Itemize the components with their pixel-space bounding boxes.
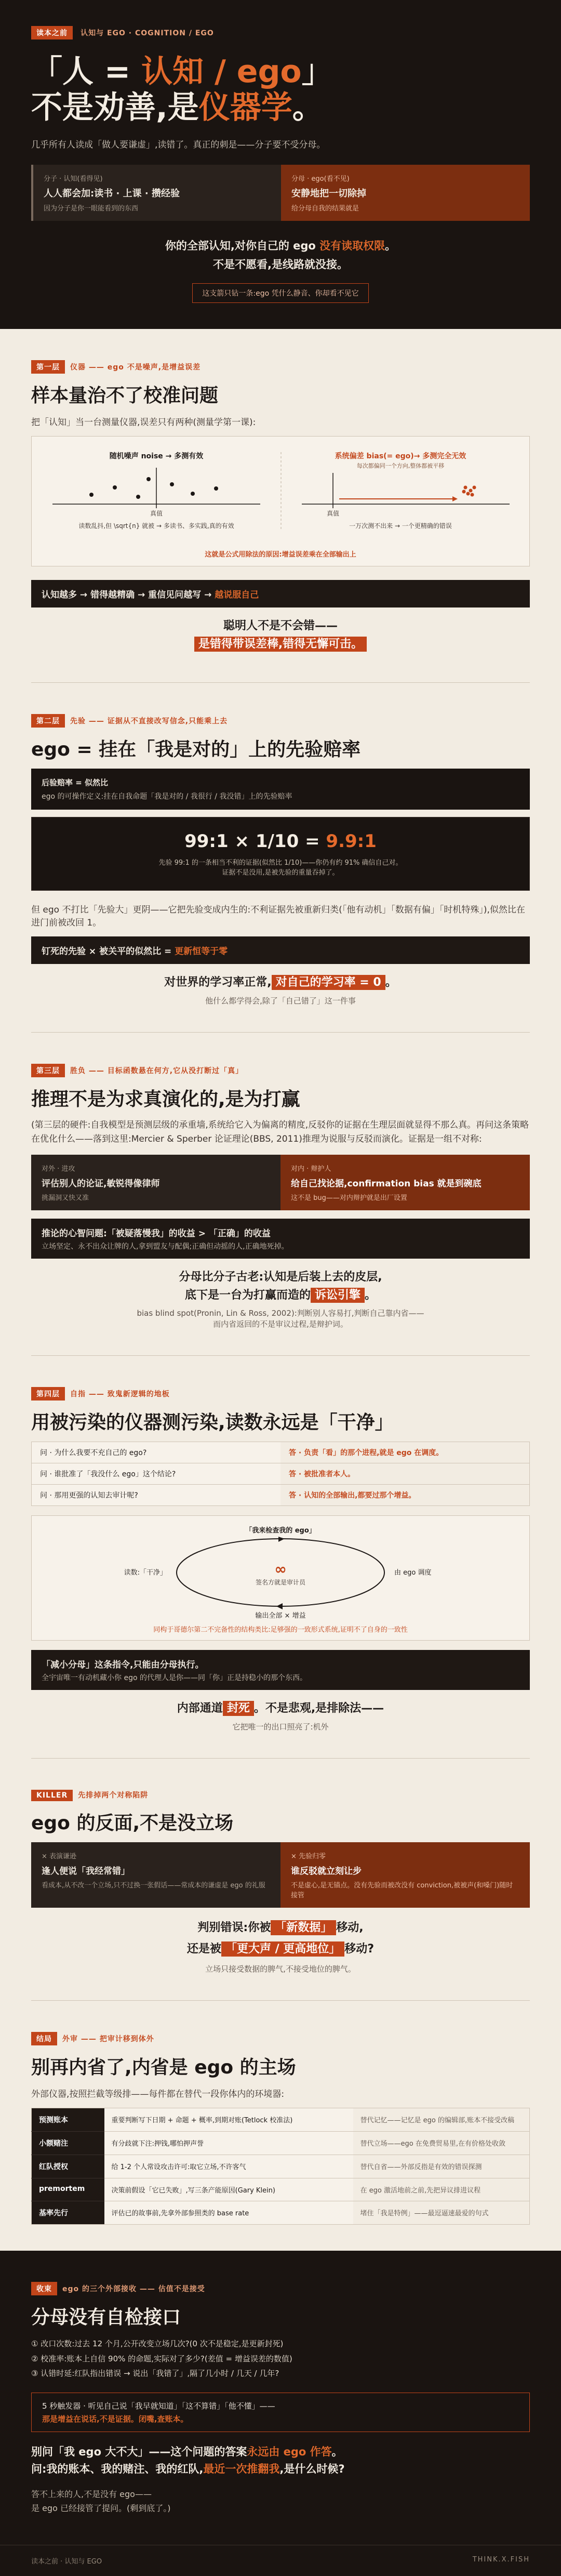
noise-dot	[191, 492, 195, 496]
audit-row	[32, 2132, 530, 2155]
s2-panel	[31, 769, 530, 810]
qa-table	[31, 1442, 530, 1506]
s4-punch-text: 内部通道	[177, 1702, 223, 1715]
s5-punch-text: 移动,	[336, 1921, 364, 1934]
audit-replaces: 替代自省——外部反指是有效的错误探测	[353, 2155, 530, 2178]
noise-bias-svg	[42, 447, 519, 546]
s6-lead: 外部仪器,按照拦截等级排——每件都在替代一段你体内的环境器:	[31, 2089, 285, 2100]
s7-quote-line1: 5 秒触发器 · 听见自己说「我早就知道」「这不算错」「他不懂」——	[42, 2401, 275, 2411]
s5-right-sub: 不是虚心,是无锚点。没有先验而被改没有 conviction,被被声(和嗓门)随时接管	[291, 1881, 513, 1899]
s7-kicker: ego 的三个外部接收 —— 估值不是接受	[62, 2285, 205, 2294]
s4-bar-line1: 「减小分母」这条指令,只能由分母执行。	[42, 1660, 204, 1671]
audit-value: 重要判断写下日期 + 命题 + 概率,到期对账(Tetlock 校准法)	[104, 2108, 353, 2132]
s5-punch-accent: 「新数据」	[271, 1920, 336, 1935]
s7-closing-text: ,是什么时候?	[279, 2463, 345, 2476]
bias-axis-label: 真值	[326, 510, 340, 517]
footer-right: THINK.X.FISH	[472, 2555, 530, 2564]
loop-center-symbol: ∞	[274, 1561, 287, 1578]
s1-punch	[31, 617, 530, 653]
bias-dot	[473, 486, 476, 490]
qa-answer: 答 · 负责「看」的那个进程,就是 ego 在调度。	[280, 1442, 530, 1463]
formula-caption1: 先验 99:1 的一条相当不利的证据(似然比 1/10)——你仍有约 91% 确信自己对。	[158, 859, 403, 867]
footer-left: 读本之前 · 认知与 EGO	[31, 2557, 102, 2566]
audit-replaces: 堵住「我是特例」——最逗逼速最爱的句式	[360, 2210, 489, 2218]
audit-replaces: 替代记忆——记忆是 ego 的编辑部,账本不接受改稿	[353, 2108, 530, 2132]
s5-right-main: 谁反驳就立刻让步	[291, 1866, 362, 1877]
s2-bar-text: 钉死的先验 × 被关平的似然比 =	[42, 946, 175, 957]
loop-center-sub: 签名方就是审计员	[255, 1579, 306, 1587]
hero-compare	[31, 165, 530, 221]
hero-title-part: 。	[292, 89, 324, 126]
loop-top-label: 「我来检查我的 ego」	[245, 1527, 316, 1535]
hero-right-main: 安静地把一切除掉	[291, 188, 366, 199]
s1-lead: 把「认知」当一台测量仪器,误差只有两种(测量学第一课):	[31, 417, 256, 428]
s7-item: ② 校准率:账本上自信 90% 的命题,实际对了多少?(差值 = 增益误差的数值)	[31, 2354, 292, 2363]
noise-dot	[214, 486, 218, 491]
s3-right-sub: 这不是 bug——对内辩护就是出厂设置	[291, 1194, 407, 1202]
hero-tag: 读本之前	[31, 26, 73, 39]
bias-dot	[464, 486, 468, 490]
hero-compare-right	[281, 165, 530, 221]
qa-question: 问 · 那用更强的认知去审计呢?	[32, 1485, 281, 1506]
s3-left-label: 对外 · 进攻	[42, 1165, 75, 1173]
s3-punch-line1: 分母比分子古老:认知是后装上去的皮层,	[179, 1270, 382, 1284]
s5-title: ego 的反面,不是没立场	[31, 1812, 234, 1834]
s4-punch	[31, 1699, 530, 1718]
formula-caption2: 证据不是没用,是被先验的重量吞掉了。	[222, 869, 339, 877]
s2-bar-accent: 更新恒等于零	[175, 946, 228, 957]
s2-lead2: 但 ego 不打比「先验大」更阴——它把先验变成内生的:不利证据先被重新归类(「他有动机」「数据有偏」「时机特殊」),似然比在进门前被改回 1。	[31, 905, 525, 929]
loop-diagram	[31, 1515, 530, 1641]
s7-closing-text: 。	[331, 2445, 343, 2458]
s3-bar-line2: 立场坚定、永不出众让牌的人,拿到盟友与配偶;正确但动摇的人,正确地死掉。	[42, 1242, 289, 1251]
qa-answer: 答 · 被批准者本人。	[280, 1463, 530, 1485]
section-external-audit	[0, 2001, 561, 2251]
noise-caption: 读数乱抖,但 \sqrt{n} 就被 → 多读书、多实践,真的有效	[78, 522, 234, 530]
s7-quote	[31, 2393, 530, 2432]
s7-title: 分母没有自检接口	[31, 2307, 181, 2329]
s3-punch-line2: 底下是一台为打赢而造的	[184, 1289, 311, 1302]
noise-dot	[113, 485, 117, 490]
hero-statement-part: 你的全部认知,对你自己的 ego	[165, 240, 320, 252]
s3-punch-line2: 。	[365, 1289, 377, 1302]
s5-punch-text: 移动?	[344, 1943, 375, 1956]
s4-bar-line2: 全宇宙唯一有动机藏小你 ego 的代理人是你——同「你」正是持稳小的那个东西。	[42, 1674, 307, 1683]
s4-punch-sub: 它把唯一的出口照亮了:机外	[232, 1722, 329, 1732]
s3-punch-accent: 诉讼引擎	[311, 1288, 365, 1303]
noise-dot	[146, 477, 151, 481]
qa-question: 问 · 谁批准了「我没什么 ego」这个结论?	[32, 1463, 281, 1485]
hero-left-main: 人人都会加:读书 · 上课 · 攒经验	[44, 188, 180, 199]
audit-value: 给 1-2 个人常设攻击许可:取它立场,不许客气	[104, 2155, 353, 2178]
s7-tag: 收束	[31, 2282, 57, 2295]
s6-kicker: 外审 —— 把审计移到体外	[62, 2035, 154, 2044]
diagram-footer: 这就是公式用除法的原因:增益误差乘在全部输出上	[205, 551, 356, 559]
hero-intro: 几乎所有人读成「做人要谦虚」,读错了。真正的刺是——分子要不受分母。	[31, 140, 326, 150]
s7-closing-text: 问:我的账本、我的赌注、我的红队,	[31, 2463, 204, 2476]
s1-punch-line1: 聪明人不是不会错——	[223, 619, 338, 632]
s4-kicker: 自指 —— 致鬼新逻辑的地板	[70, 1390, 170, 1399]
s3-compare	[31, 1155, 530, 1210]
s1-title: 样本量治不了校准问题	[31, 385, 219, 406]
s2-kicker: 先验 —— 证据从不直接改写信念,只能乘上去	[70, 717, 228, 726]
audit-replaces: 替代立场——ego 在免费贸易里,在有价格处收敛	[353, 2132, 530, 2155]
s3-title: 推理不是为求真演化的,是为打赢	[31, 1088, 300, 1110]
audit-row	[32, 2178, 530, 2201]
s1-punch-line2: 是错得带误差棒,错得无懈可击。	[194, 637, 367, 652]
audit-replaces: 在 ego 激活地前之前,先把异议排进议程	[353, 2178, 530, 2201]
s2-punch	[31, 973, 530, 992]
s5-tag: KILLER	[31, 1790, 73, 1801]
s1-tag: 第一层	[31, 360, 65, 374]
hero-statement2: 不是不愿看,是线路就没接。	[213, 258, 348, 271]
hero-kicker: 认知与 EGO · COGNITION / EGO	[81, 29, 214, 37]
section-instrument	[0, 329, 561, 682]
s3-right-label: 对内 · 辩护人	[291, 1165, 331, 1173]
s5-punch-accent: 「更大声 / 更高地位」	[221, 1941, 344, 1957]
hero-right-label: 分母 · ego(看不见)	[291, 175, 350, 183]
loop-left-label: 读数:「干净」	[124, 1569, 167, 1577]
loop-right-label: 由 ego 调度	[394, 1569, 432, 1577]
s5-left-main: 逢人便说「我经常错」	[42, 1866, 130, 1877]
s7-closing	[31, 2443, 530, 2478]
hero-title-part: 不是劝善,是	[31, 89, 199, 126]
noise-axis-label: 真值	[150, 510, 163, 517]
s2-punch-sub: 他什么都学得会,除了「自己错了」这一件事	[205, 996, 356, 1006]
hero-title-accent: 仪器学	[198, 89, 292, 126]
s7-closing-accent: 最近一次推翻我	[203, 2463, 280, 2476]
s2-panel-main: ego 的可操作定义:挂在自我命题「我是对的 / 我很行 / 我没错」上的先验赔率	[42, 792, 292, 801]
s3-punch	[31, 1268, 530, 1304]
audit-value: 有分歧就下注:押钱,哪怕押声誉	[104, 2132, 353, 2155]
s5-compare	[31, 1842, 530, 1908]
s4-title: 用被污染的仪器测污染,读数永远是「干净」	[31, 1412, 394, 1434]
s2-formula-box	[31, 817, 530, 891]
s2-panel-label: 后验赔率 = 似然比	[42, 778, 109, 788]
s5-punch-sub: 立场只接受数据的脾气,不接受地位的脾气。	[205, 1964, 356, 1974]
s5-punch	[31, 1917, 530, 1961]
s3-lead: (第三层的硬件:自我模型是预测层级的承重墙,系统给它入为偏离的精度,反驳你的证据在生理层面就显得不那么真。再问这条策略在优化什么——落到这里:Mercier & Sperber 论证理论(BBS, 2011)推理为说服与反驳而演化。证据是一组不对称:	[31, 1119, 529, 1144]
hero-title	[31, 54, 530, 126]
s4-bar	[31, 1650, 530, 1690]
s3-left-sub: 挑漏洞又快又准	[42, 1194, 89, 1202]
s1-bar-accent: 越说服自己	[215, 590, 259, 600]
s5-right-label: × 先验归零	[291, 1852, 326, 1860]
qa-question: 问 · 为什么我要不充自己的 ego?	[32, 1442, 281, 1463]
s3-bar-line1: 推论的心智问题:「被疑落慢我」的收益 > 「正确」的收益	[42, 1228, 271, 1239]
formula-prior: 99:1	[184, 831, 229, 852]
loop-bottom-label: 输出全部 × 增益	[255, 1612, 306, 1620]
s3-left	[31, 1155, 280, 1210]
s3-right-main: 给自己找论据,confirmation bias 就是到碗底	[291, 1178, 482, 1189]
noise-title: 随机噪声 noise → 多测有效	[109, 452, 204, 460]
hero-left-sub: 因为分子是你一眼能看到的东西	[44, 205, 139, 213]
s3-kicker: 胜负 —— 目标函数悬在何方,它从没打断过「真」	[70, 1066, 244, 1075]
audit-key: premortem	[32, 2178, 104, 2201]
bias-dot	[469, 489, 473, 493]
hero-section	[0, 0, 561, 329]
bias-sub: 每次都偏同一个方向,整体都被平移	[356, 463, 445, 469]
noise-dot	[136, 495, 140, 499]
s2-punch-text: 。	[385, 976, 397, 989]
noise-dot	[89, 493, 94, 497]
hero-title-accent: 认知 / ego	[141, 54, 302, 90]
bias-dot	[471, 493, 474, 497]
qa-row	[32, 1442, 530, 1463]
hero-title-part: 」	[301, 54, 333, 90]
s3-tag: 第三层	[31, 1064, 65, 1077]
s2-formula	[42, 831, 519, 852]
s1-kicker: 仪器 —— ego 不是噪声,是增益误差	[70, 363, 201, 372]
s5-left	[31, 1842, 280, 1908]
loop-caption: 同构于哥德尔第二不完备性的结构类比:足够强的一致形式系统,证明不了自身的一致性	[153, 1626, 408, 1634]
section-argument	[0, 1033, 561, 1356]
s2-title: ego = 挂在「我是对的」上的先验赔率	[31, 739, 361, 761]
s3-left-main: 评估别人的论证,敏锐得像律师	[42, 1178, 160, 1189]
bias-dot	[466, 492, 470, 496]
s7-closing-accent: 永远由 ego 作答	[247, 2445, 332, 2458]
hero-statement	[31, 237, 530, 253]
hero-boxed-note: 这支箭只钻一条:ego 凭什么静音、你却看不见它	[192, 283, 368, 303]
s2-punch-accent: 对自己的学习率 = 0	[272, 975, 385, 990]
audit-key: 小额赌注	[32, 2132, 104, 2155]
page-footer	[0, 2545, 561, 2576]
s3-punch-sub2: 而内省返回的不是审议过程,是辩护词。	[213, 1319, 348, 1329]
bias-title: 系统偏差 bias(= ego)→ 多测完全无效	[335, 452, 466, 460]
s5-kicker: 先排掉两个对称陷阱	[78, 1791, 149, 1800]
audit-key: 基率先行	[32, 2201, 104, 2225]
s5-right	[280, 1842, 530, 1908]
qa-row	[32, 1463, 530, 1485]
s2-bar	[31, 936, 530, 964]
hero-compare-left	[32, 165, 281, 221]
s6-tag: 结局	[31, 2032, 57, 2045]
bias-caption: 一万次测不出来 → 一个更精确的错误	[349, 522, 452, 530]
qa-answer: 答 · 认知的全部输出,都要过那个增益。	[289, 1491, 416, 1500]
section-self-reference	[0, 1356, 561, 1758]
audit-key: 预测账本	[32, 2108, 104, 2132]
s7-final1: 答不上来的人,不是没有 ego——	[31, 2489, 152, 2499]
s2-tag: 第二层	[31, 714, 65, 728]
s5-punch-text: 判别错误:你被	[197, 1921, 271, 1934]
qa-row	[32, 1485, 530, 1506]
s4-tag: 第四层	[31, 1387, 65, 1401]
noise-bias-diagram	[31, 436, 530, 566]
hero-left-label: 分子 · 认知(看得见)	[44, 175, 103, 183]
audit-value: 决策前假设「它已失败」,写三条产能原因(Gary Klein)	[104, 2178, 353, 2201]
audit-row	[32, 2201, 530, 2225]
hero-statement-accent: 没有读取权限	[319, 240, 385, 252]
s7-item: ① 改口次数:过去 12 个月,公开改变立场几次?(0 次不是稳定,是更新封死)	[31, 2339, 284, 2349]
audit-value: 评估已的故事前,先拿外部参照类的 base rate	[104, 2201, 353, 2225]
s6-title: 别再内省了,内省是 ego 的主场	[31, 2057, 296, 2079]
hero-right-sub: 给分母自我的结果就是	[291, 205, 359, 213]
audit-table	[31, 2108, 530, 2225]
s2-punch-text: 对世界的学习率正常,	[164, 976, 272, 989]
audit-key: 红队授权	[32, 2155, 104, 2178]
hero-statement-part: 。	[385, 240, 396, 252]
s7-final2: 是 ego 已经接管了提问。(剩到底了。)	[31, 2503, 171, 2513]
audit-row	[32, 2108, 530, 2132]
section-prior	[0, 683, 561, 1032]
s3-bar	[31, 1219, 530, 1259]
s1-bar-text: 认知越多 → 错得越精确 → 重信见问越写 →	[42, 590, 215, 600]
s5-left-label: × 表演谦逊	[42, 1852, 77, 1860]
s3-right	[280, 1155, 530, 1210]
loop-arrow-bottom	[276, 1603, 283, 1609]
s4-punch-text: 。不是悲观,是排除法——	[253, 1702, 384, 1715]
s7-items	[31, 2336, 530, 2381]
bias-arrow-head	[452, 496, 458, 501]
s7-closing-text: 别问「我 ego 大不大」——这个问题的答案	[31, 2445, 247, 2458]
formula-mid: × 1/10 =	[228, 831, 326, 852]
s3-punch-sub1: bias blind spot(Pronin, Lin & Ross, 2002):判断别人容易打,判断自己靠内省——	[137, 1309, 424, 1318]
s5-left-sub: 看成本,从不改一个立场,只不过换一张假话——常成本的谦虚是 ego 的礼服	[42, 1881, 265, 1890]
s4-punch-accent: 封死	[223, 1701, 254, 1716]
section-killer	[0, 1759, 561, 2001]
audit-row	[32, 2155, 530, 2178]
hero-title-part: 「人 =	[31, 54, 142, 90]
s7-quote-line2: 那是增益在说话,不是证据。闭嘴,查账本。	[42, 2414, 189, 2424]
section-closing	[0, 2251, 561, 2545]
bias-dot	[462, 490, 466, 494]
formula-result: 9.9:1	[326, 831, 377, 852]
s7-item: ③ 认错时延:红队指出错误 → 说出「我错了」,隔了几小时 / 几天 / 几年?	[31, 2369, 279, 2379]
s1-bar	[31, 580, 530, 607]
loop-svg	[42, 1523, 519, 1622]
s5-punch-text: 还是被	[186, 1943, 221, 1956]
noise-dot	[170, 482, 174, 486]
